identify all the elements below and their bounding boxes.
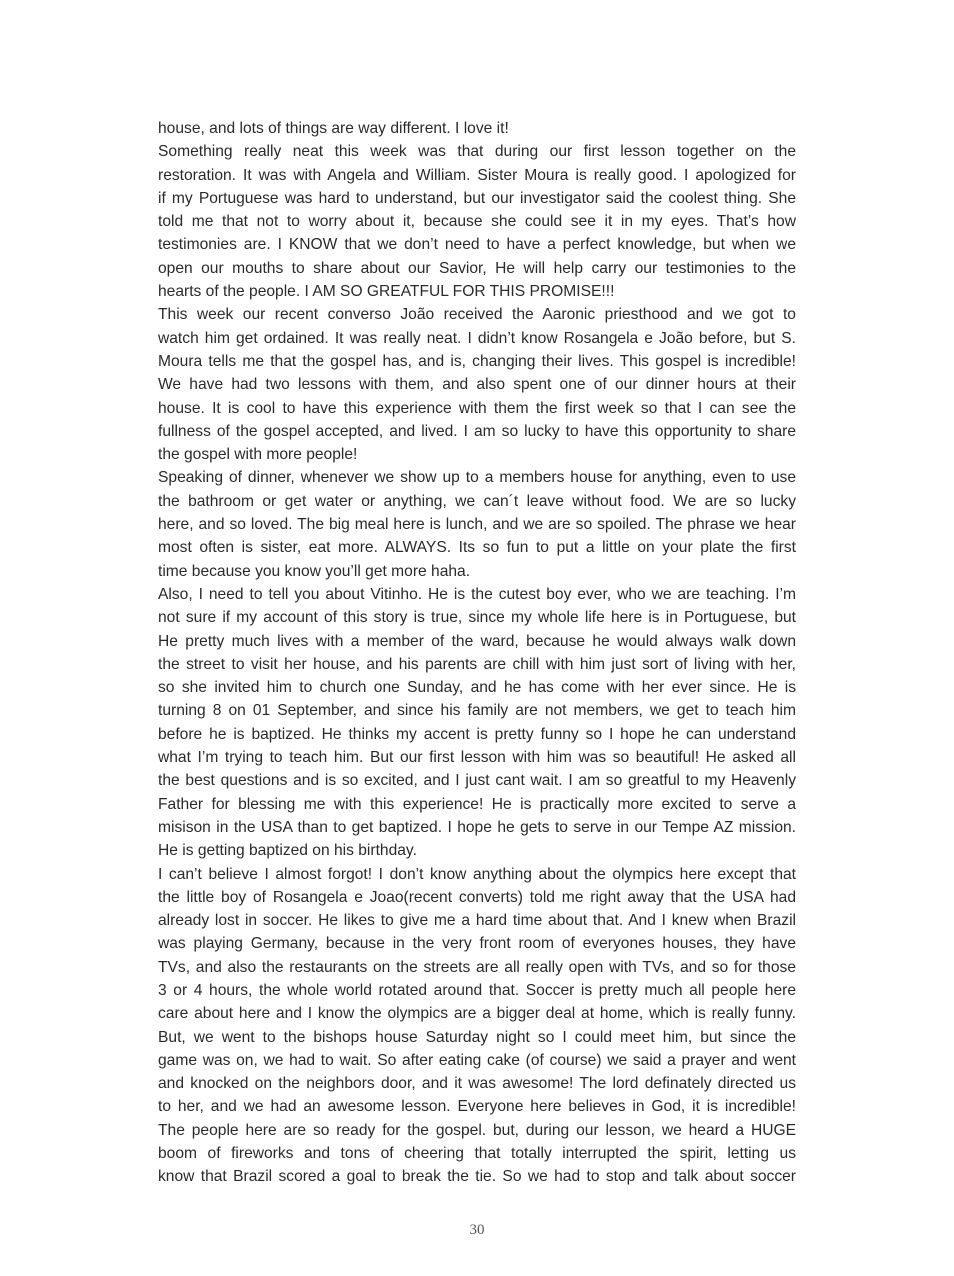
text-line: was playing Germany, because in the very front room of everyones houses, they have — [158, 935, 796, 953]
text-line: what I’m trying to teach him. But our first lesson with him was so beautiful! He asked all — [158, 749, 796, 767]
text-line: the bathroom or get water or anything, we can´t leave without food. We are so lucky — [158, 492, 796, 510]
text-line: so she invited him to church one Sunday, and he has come with her ever since. He is — [158, 679, 796, 697]
text-line: game was on, we had to wait. So after eating cake (of course) we said a prayer and went — [158, 1051, 796, 1069]
text-line: hearts of the people. I AM SO GREATFUL FOR THIS PROMISE!!! — [158, 283, 615, 301]
text-line: know that Brazil scored a goal to break the tie. So we had to stop and talk about soccer — [158, 1168, 796, 1186]
text-line: the little boy of Rosangela e Joao(recent converts) told me right away that the USA had — [158, 888, 796, 906]
text-line: here, and so loved. The big meal here is lunch, and we are so spoiled. The phrase we hear — [158, 516, 796, 534]
text-line: fullness of the gospel accepted, and lived. I am so lucky to have this opportunity to share — [158, 422, 796, 440]
text-line: the street to visit her house, and his parents are chill with him just sort of living with her, — [158, 655, 796, 673]
text-line: boom of fireworks and tons of cheering that totally interrupted the spirit, letting us — [158, 1145, 796, 1163]
text-line: turning 8 on 01 September, and since his family are not members, we get to teach him — [158, 702, 796, 720]
text-line: TVs, and also the restaurants on the streets are all really open with TVs, and so for those — [158, 958, 796, 976]
text-line: We have had two lessons with them, and also spent one of our dinner hours at their — [158, 376, 796, 394]
text-line: Father for blessing me with this experience! He is practically more excited to serve a — [158, 795, 796, 813]
text-line: 3 or 4 hours, the whole world rotated around that. Soccer is pretty much all people here — [158, 981, 796, 999]
text-line: open our mouths to share about our Savior, He will help carry our testimonies to the — [158, 259, 796, 277]
text-line: watch him get ordained. It was really neat. I didn’t know Rosangela e João before, but S. — [158, 329, 796, 347]
page-number: 30 — [469, 1222, 485, 1238]
text-line: not sure if my account of this story is true, since my whole life here is in Portuguese, but — [158, 609, 796, 627]
text-line: if my Portuguese was hard to understand, but our investigator said the coolest thing. She — [158, 189, 796, 207]
text-line: restoration. It was with Angela and William. Sister Moura is really good. I apologized for — [158, 166, 796, 184]
text-line: the best questions and is so excited, and I just cant wait. I am so greatful to my Heavenly — [158, 772, 796, 790]
text-line: This week our recent converso João received the Aaronic priesthood and we got to — [158, 306, 796, 324]
text-line: Also, I need to tell you about Vitinho. He is the cutest boy ever, who we are teaching. I’m — [158, 585, 796, 603]
text-line: I can’t believe I almost forgot! I don’t know anything about the olympics here except that — [158, 865, 796, 883]
text-line: told me that not to worry about it, because she could see it in my eyes. That’s how — [158, 213, 796, 231]
text-line: misison in the USA than to get baptized. I hope he gets to serve in our Tempe AZ mission. — [158, 818, 796, 836]
text-line: care about here and I know the olympics are a bigger deal at home, which is really funny. — [158, 1005, 796, 1023]
text-line: But, we went to the bishops house Saturday night so I could meet him, but since the — [158, 1028, 796, 1046]
body-text — [158, 117, 796, 1189]
text-line: He is getting baptized on his birthday. — [158, 842, 417, 860]
text-line: the gospel with more people! — [158, 446, 358, 464]
text-line: before he is baptized. He thinks my accent is pretty funny so I hope he can understand — [158, 725, 796, 743]
text-line: testimonies are. I KNOW that we don’t need to have a perfect knowledge, but when we — [158, 236, 796, 254]
text-line: and knocked on the neighbors door, and it was awesome! The lord definately directed us — [158, 1075, 796, 1093]
text-line: already lost in soccer. He likes to give me a hard time about that. And I knew when Brazil — [158, 912, 796, 930]
text-line: house. It is cool to have this experience with them the first week so that I can see the — [158, 399, 796, 417]
text-line: time because you know you’ll get more haha. — [158, 562, 471, 580]
text-line: Something really neat this week was that during our first lesson together on the — [158, 143, 796, 161]
text-line: The people here are so ready for the gospel. but, during our lesson, we heard a HUGE — [158, 1121, 796, 1139]
text-line: house, and lots of things are way different. I love it! — [158, 120, 509, 137]
text-line: to her, and we had an awesome lesson. Everyone here believes in God, it is incredible! — [158, 1098, 796, 1116]
text-line: most often is sister, eat more. ALWAYS. Its so fun to put a little on your plate the first — [158, 539, 796, 557]
text-line: Speaking of dinner, whenever we show up to a members house for anything, even to use — [158, 469, 796, 487]
text-line: Moura tells me that the gospel has, and is, changing their lives. This gospel is incredible! — [158, 352, 796, 370]
text-line: He pretty much lives with a member of the ward, because he would always walk down — [158, 632, 796, 650]
